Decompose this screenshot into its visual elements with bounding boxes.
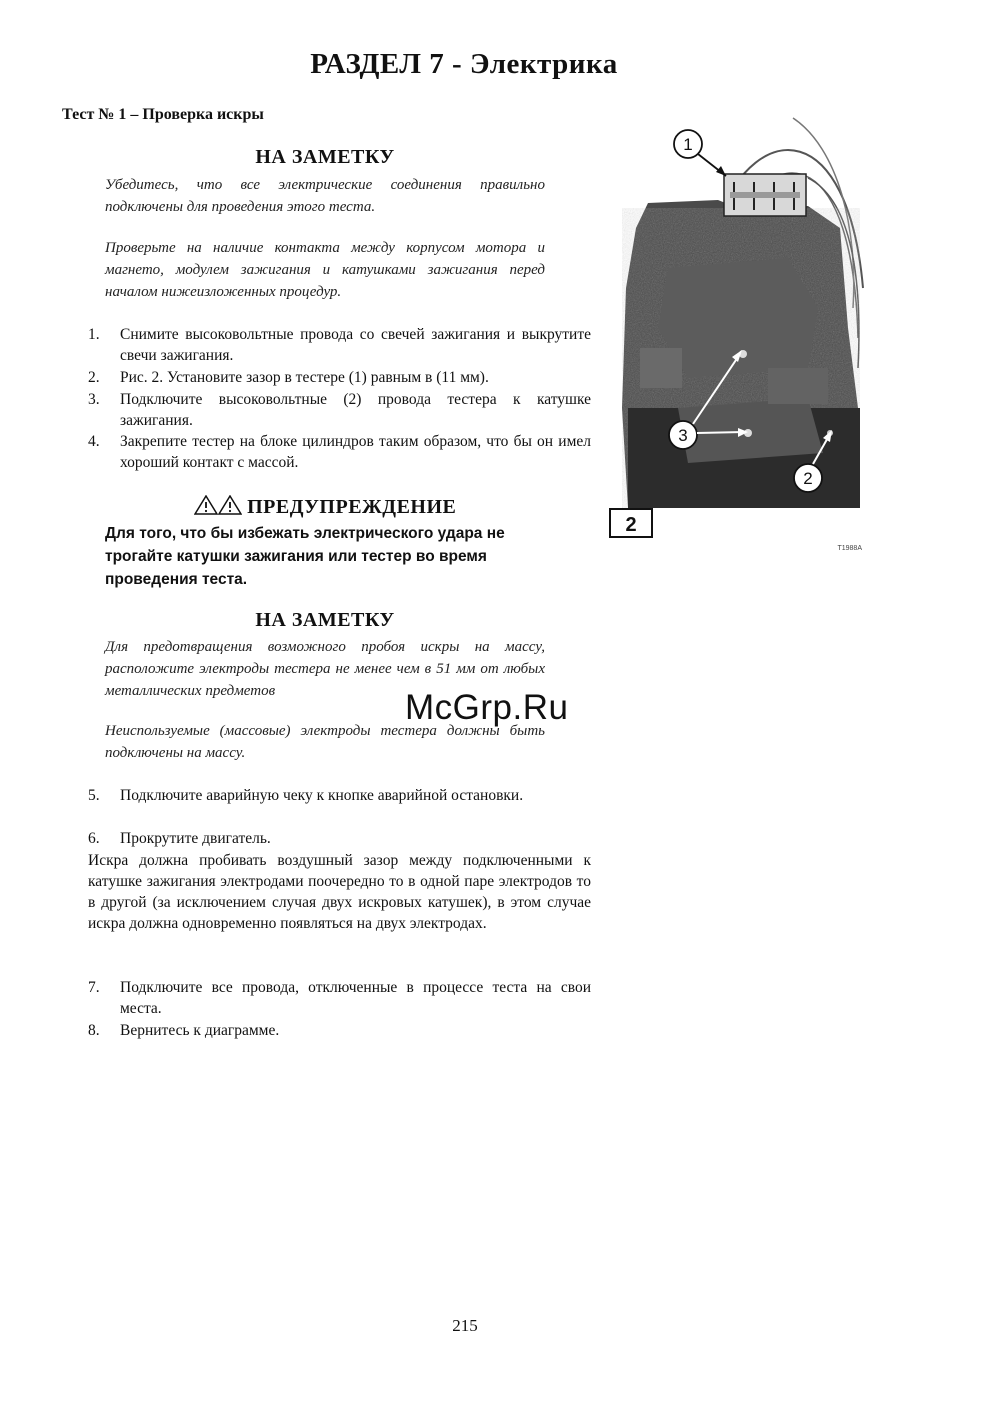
note-paragraph: Для предотвращения возможного пробоя искры на массу, расположите электроды тестера не менее чем в 51 мм от любых металлических предметов xyxy=(105,639,545,699)
list-item-number: 8. xyxy=(88,1022,100,1039)
watermark: McGrp.Ru xyxy=(405,688,569,727)
note-heading: НА ЗАМЕТКУ xyxy=(255,146,395,168)
figure-code: T1988A xyxy=(837,545,862,552)
list-item xyxy=(88,431,591,473)
section-title: РАЗДЕЛ 7 - Электрика xyxy=(310,48,618,80)
list-item-text: Подключите высоковольтные (2) провода тестера к катушке зажигания. xyxy=(120,391,591,429)
warning-text: Для того, что бы избежать электрического удара не трогайте катушки зажигания или тестер во время проведения теста. xyxy=(105,525,505,588)
page-number: 215 xyxy=(452,1316,478,1335)
note-paragraph: Проверьте на наличие контакта между корпусом мотора и магнето, модулем зажигания и катушками зажигания перед началом нижеизложенных процедур. xyxy=(105,240,545,300)
note-paragraph: Неиспользуемые (массовые) электроды тестера должны быть подключены на массу. xyxy=(105,723,545,761)
callout-1-label: 1 xyxy=(683,135,693,154)
test-title: Тест № 1 – Проверка искры xyxy=(62,106,264,123)
list-item-text: Подключите аварийную чеку к кнопке аварийной остановки. xyxy=(120,787,524,804)
list-item-number: 7. xyxy=(88,979,100,996)
callout-3-label: 3 xyxy=(678,426,688,445)
list-item xyxy=(88,389,591,431)
list-item-text: Рис. 2. Установите зазор в тестере (1) равным в (11 мм). xyxy=(120,369,489,386)
list-item-number: 2. xyxy=(88,369,100,386)
warning-triangle-icon xyxy=(218,495,242,515)
warning-heading-text: ПРЕДУПРЕЖДЕНИЕ xyxy=(247,496,457,518)
list-item xyxy=(88,785,591,806)
body-paragraph: Искра должна пробивать воздушный зазор между подключенными к катушке зажигания электродами поочередно то в одной паре электродов то в другой (за исключением случая двух искровых катушек), в этом случае искра должна одновременно появляться на двух электродах. xyxy=(88,852,591,932)
list-item-text: Вернитесь к диаграмме. xyxy=(120,1022,280,1039)
list-item-number: 4. xyxy=(88,433,100,450)
list-item-number: 1. xyxy=(88,326,100,343)
list-item xyxy=(88,324,591,366)
list-item-text: Подключите все провода, отключенные в процессе теста на свои места. xyxy=(120,979,591,1017)
list-item-text: Закрепите тестер на блоке цилиндров таким образом, что бы он имел хороший контакт с массой. xyxy=(120,433,591,471)
engine-spark-tester-figure xyxy=(608,108,868,568)
list-item xyxy=(88,828,591,849)
list-item xyxy=(88,367,591,388)
list-item xyxy=(88,1020,591,1041)
callout-2-label: 2 xyxy=(803,469,813,488)
note-heading: НА ЗАМЕТКУ xyxy=(255,609,395,631)
figure-number: 2 xyxy=(625,514,637,536)
list-item-number: 6. xyxy=(88,830,100,847)
list-item-text: Прокрутите двигатель. xyxy=(120,830,271,847)
list-item-number: 3. xyxy=(88,391,100,408)
list-item-text: Снимите высоковольтные провода со свечей зажигания и выкрутите свечи зажигания. xyxy=(120,326,591,364)
warning-heading xyxy=(105,495,545,519)
list-item-number: 5. xyxy=(88,787,100,804)
list-item xyxy=(88,977,591,1019)
note-paragraph: Убедитесь, что все электрические соединения правильно подключены для проведения этого теста. xyxy=(105,177,545,215)
warning-triangle-icon xyxy=(194,495,218,515)
